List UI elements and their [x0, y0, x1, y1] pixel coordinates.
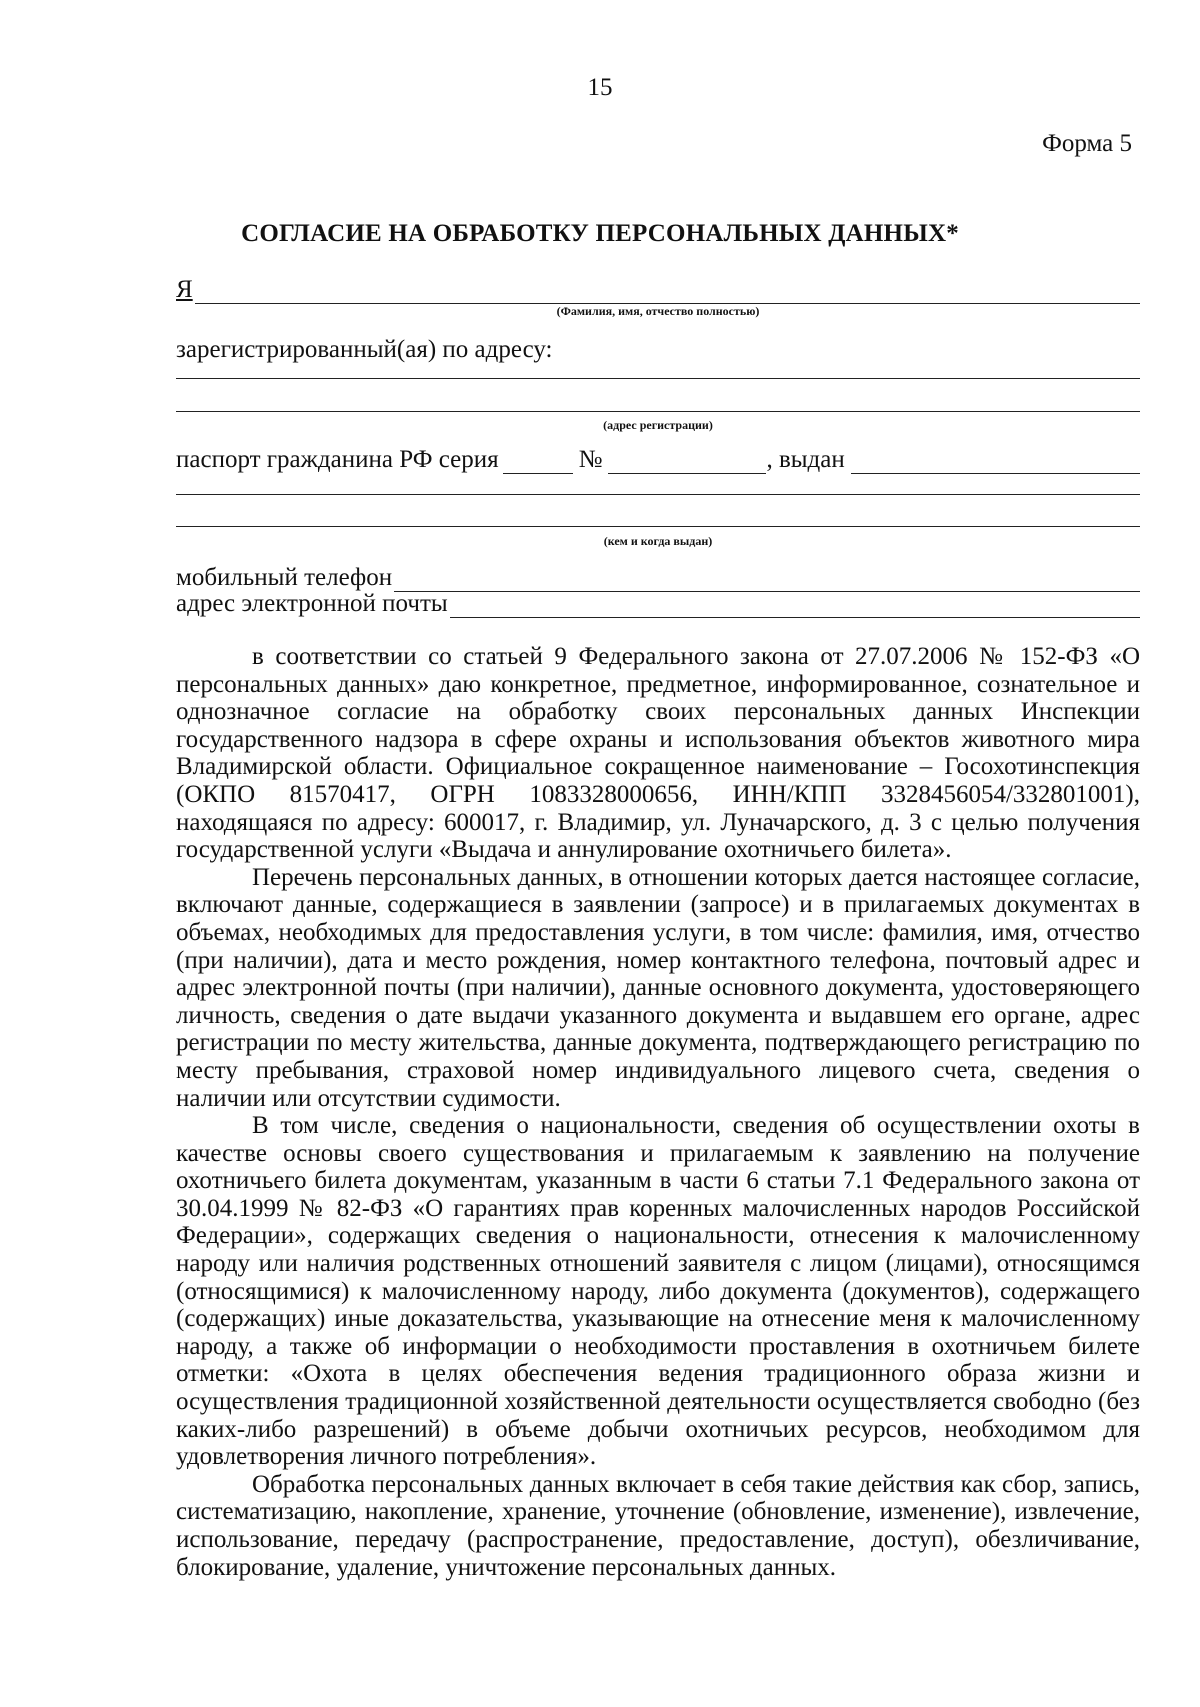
issued-label: , выдан — [766, 446, 845, 473]
email-label: адрес электронной почты — [176, 590, 448, 617]
address-line-2[interactable] — [176, 411, 1140, 412]
fio-caption: (Фамилия, имя, отчество полностью) — [556, 304, 760, 318]
passport-number-line[interactable] — [608, 451, 766, 474]
passport-label: паспорт гражданина РФ серия — [176, 446, 499, 473]
fio-field-line[interactable] — [195, 281, 1140, 304]
registered-row — [176, 336, 1140, 364]
paragraph-data-list: Перечень персональных данных, в отношении которых дается настоящее согласие, включают данные, содержащиеся в заявлении (запросе) и в прилагаемых документах в объемах, необходимых для предоставления услуги, в том числе: фамилия, имя, отчество (при наличии), дата и место рождения, номер контактного телефона, почтовый адрес и адрес электронной почты (при наличии), данные основного документа, удостоверяющего личность, сведения о дате выдачи указанного документа и выдавшем его органе, адрес регистрации по месту жительства, данные документа, подтверждающего регистрацию по месту пребывания, страховой номер индивидуального лицевого счета, сведения о наличии или отсутствии судимости. — [176, 863, 1140, 1112]
passport-series-line[interactable] — [503, 451, 573, 474]
phone-label: мобильный телефон — [176, 564, 393, 591]
registered-label: зарегистрированный(ая) по адресу: — [176, 336, 553, 363]
address-line-1[interactable] — [176, 378, 1140, 379]
paragraph-nationality: В том числе, сведения о национальности, сведения об осуществлении охоты в качестве основы своего существования и прилагаемым к заявлению на получение охотничьего билета документам, указанным в части 6 статьи 7.1 Федерального закона от 30.04.1999 № 82-ФЗ «О гарантиях прав коренных малочисленных народов Российской Федерации», содержащих сведения о национальности, отнесения к малочисленному народу или наличия родственных отношений заявителя с лицом (лицами), относящимся (относящимися) к малочисленному народу, либо документа (документов), содержащего (содержащих) иные доказательства, указывающие на отнесение меня к малочисленному народу, а также об информации о необходимости проставления в охотничьем билете отметки: «Охота в целях обеспечения ведения традиционного образа жизни и осуществления традиционной хозяйственной деятельности осуществляется свободно (без каких-либо разрешений) в объеме добычи охотничьих ресурсов, необходимом для удовлетворения личного потребления». — [176, 1112, 1140, 1471]
number-sign: № — [578, 446, 603, 473]
email-row — [176, 590, 1140, 618]
document-title: СОГЛАСИЕ НА ОБРАБОТКУ ПЕРСОНАЛЬНЫХ ДАННЫХ* — [241, 220, 959, 247]
form-label: Форма 5 — [1042, 130, 1132, 157]
consent-body — [176, 643, 1140, 1581]
issued-line-2[interactable] — [176, 494, 1140, 495]
ya-label: Я — [176, 276, 193, 303]
page-number: 15 — [587, 74, 613, 101]
paragraph-processing-actions: Обработка персональных данных включает в себя такие действия как сбор, запись, систематизацию, накопление, хранение, уточнение (обновление, изменение), извлечение, использование, передачу (распространение, предоставление, доступ), обезличивание, блокирование, удаление, уничтожение персональных данных. — [176, 1470, 1140, 1581]
phone-row — [176, 564, 1140, 592]
fio-row — [176, 276, 1140, 304]
address-caption: (адрес регистрации) — [603, 418, 713, 432]
paragraph-legal-basis: в соответствии со статьей 9 Федерального закона от 27.07.2006 № 152-ФЗ «О персональных данных» даю конкретное, предметное, информированное, сознательное и однозначное согласие на обработку своих персональных данных Инспекции государственного надзора в сфере охраны и использования объектов животного мира Владимирской области. Официальное сокращенное наименование – Госохотинспекция (ОКПО 81570417, ОГРН 1083328000656, ИНН/КПП 3328456054/332801001), находящаяся по адресу: 600017, г. Владимир, ул. Луначарского, д. 3 с целью получения государственной услуги «Выдача и аннулирование охотничьего билета». — [176, 643, 1140, 864]
phone-field-line[interactable] — [394, 569, 1140, 592]
email-field-line[interactable] — [450, 595, 1140, 618]
issued-line[interactable] — [851, 451, 1140, 474]
passport-row — [176, 446, 1140, 474]
issued-line-3[interactable] — [176, 526, 1140, 527]
issued-caption: (кем и когда выдан) — [603, 534, 713, 548]
